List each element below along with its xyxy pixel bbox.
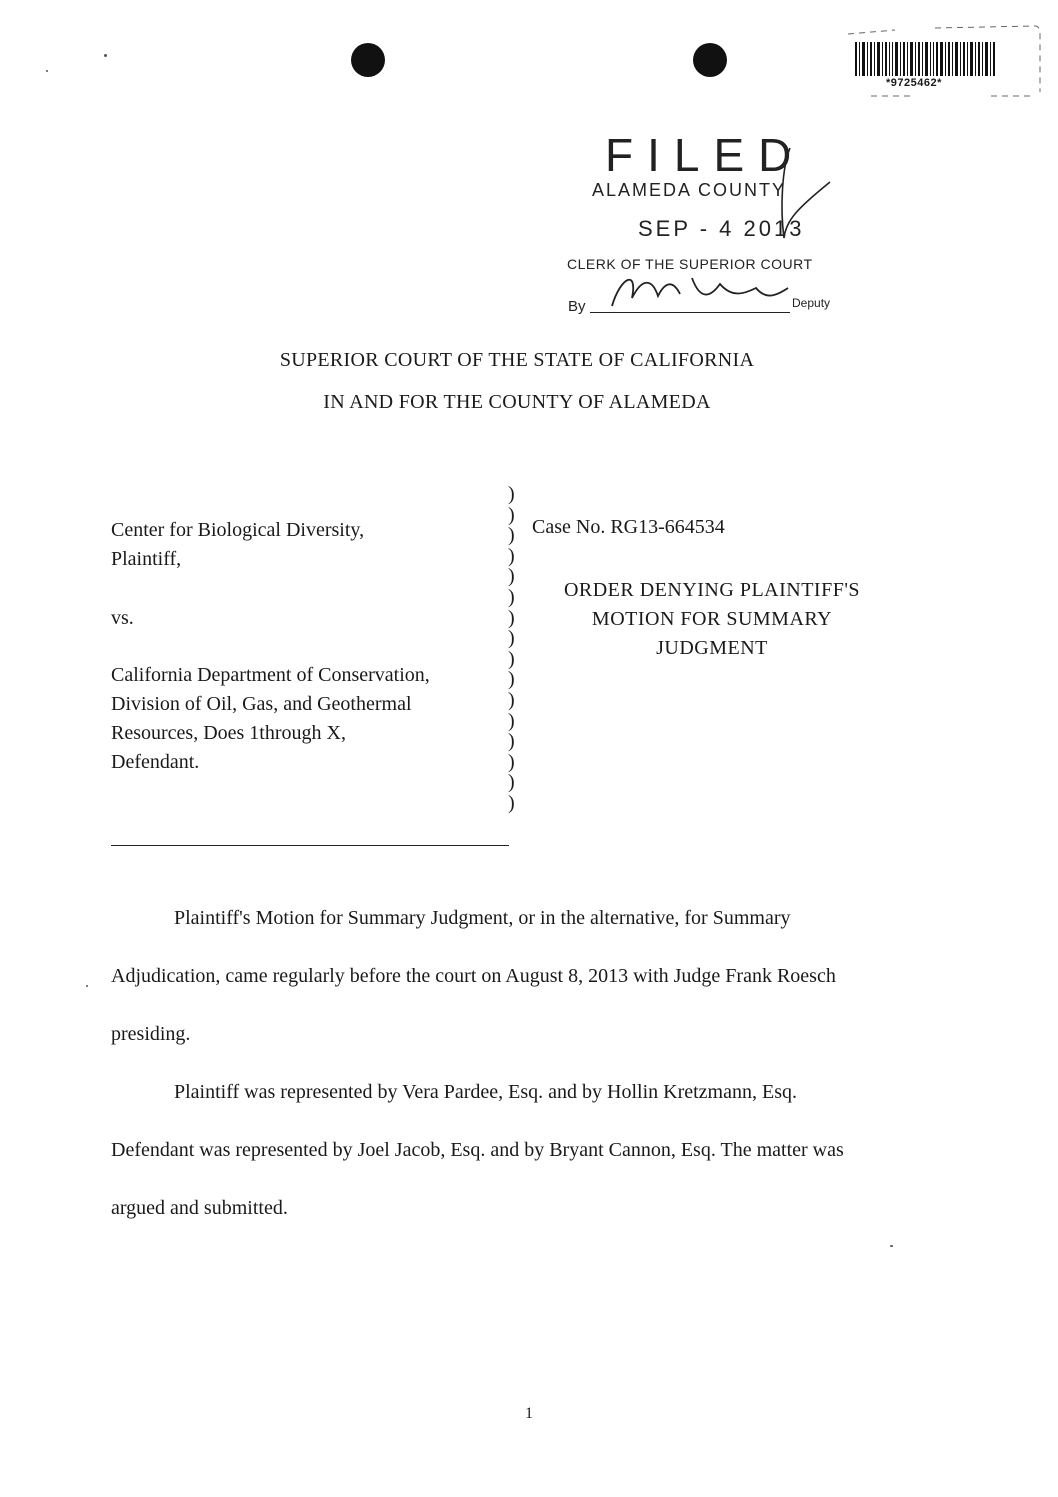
scan-speck <box>890 1245 893 1247</box>
body-paragraph-2-line: argued and submitted. <box>111 1197 288 1219</box>
plaintiff-role: Plaintiff, <box>111 548 182 570</box>
stamp-clerk: CLERK OF THE SUPERIOR COURT <box>567 256 813 272</box>
scan-speck <box>86 985 88 987</box>
order-title-line: MOTION FOR SUMMARY <box>591 608 833 630</box>
scan-speck <box>104 54 107 57</box>
body-paragraph-1-line: presiding. <box>111 1023 191 1045</box>
page-number: 1 <box>525 1405 533 1422</box>
order-title-line: ORDER DENYING PLAINTIFF'S <box>563 579 861 601</box>
plaintiff-name: Center for Biological Diversity, <box>111 519 365 541</box>
stamp-filed: FILED <box>605 129 806 181</box>
signature-icon <box>560 128 860 328</box>
order-title <box>532 576 892 663</box>
punch-hole-right <box>693 43 727 77</box>
stamp-date: SEP - 4 2013 <box>638 216 805 241</box>
barcode-number: *9725462* <box>886 77 942 89</box>
defendant-line: Defendant. <box>111 751 200 773</box>
scan-speck <box>46 70 48 72</box>
punch-hole-left <box>351 43 385 77</box>
court-name-line2: IN AND FOR THE COUNTY OF ALAMEDA <box>323 391 711 413</box>
defendant-line: California Department of Conservation, <box>111 664 430 686</box>
filed-stamp <box>560 128 860 328</box>
stamp-by: By <box>568 298 586 315</box>
body-paragraph-1-line: Plaintiff's Motion for Summary Judgment, or in the alternative, for Summary <box>174 907 791 929</box>
body-paragraph-1-line: Adjudication, came regularly before the court on August 8, 2013 with Judge Frank Roesch <box>111 965 836 987</box>
versus: vs. <box>111 607 134 629</box>
order-title-line: JUDGMENT <box>656 637 768 659</box>
defendant-block <box>111 661 501 777</box>
body-paragraph-2-line: Defendant was represented by Joel Jacob, Esq. and by Bryant Cannon, Esq. The matter was <box>111 1139 844 1161</box>
case-number: Case No. RG13-664534 <box>532 516 725 538</box>
caption-parentheses: ) ) ) ) ) ) ) ) ) ) ) ) ) ) ) ) <box>508 483 515 814</box>
stamp-county: ALAMEDA COUNTY <box>592 180 787 200</box>
plaintiff-block <box>111 516 501 574</box>
defendant-line: Resources, Does 1through X, <box>111 722 346 744</box>
defendant-line: Division of Oil, Gas, and Geothermal <box>111 693 412 715</box>
caption-divider <box>111 845 509 846</box>
stamp-deputy: Deputy <box>792 296 831 310</box>
body-paragraph-2-line: Plaintiff was represented by Vera Pardee, Esq. and by Hollin Kretzmann, Esq. <box>174 1081 797 1103</box>
court-name-line1: SUPERIOR COURT OF THE STATE OF CALIFORNIA <box>279 349 755 371</box>
barcode-icon <box>855 42 997 76</box>
